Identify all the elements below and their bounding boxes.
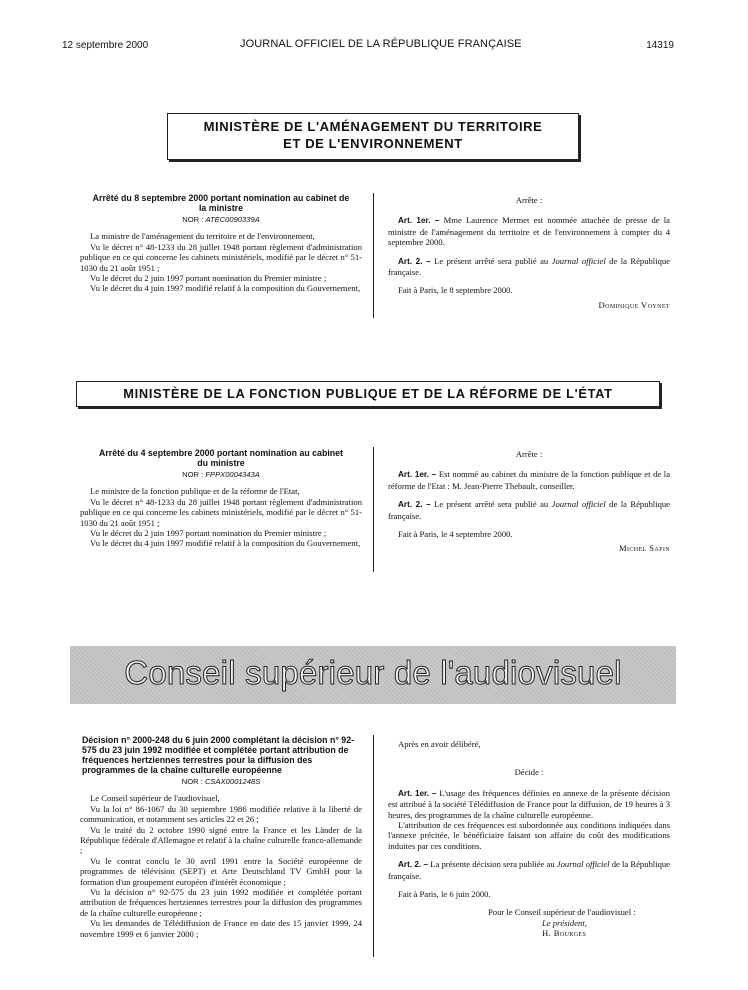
- s1-signature: Dominique Voynet: [598, 299, 670, 310]
- s2-nor-code: FPPX0004343A: [205, 470, 260, 479]
- s1-left-column: [80, 193, 362, 294]
- s3-article-2: [388, 859, 670, 881]
- s3-apres: Après en avoir délibéré,: [398, 739, 481, 749]
- s3-pour: Pour le Conseil supérieur de l'audiovisuel :: [488, 907, 636, 918]
- s3-article-1: [388, 788, 670, 820]
- s3-art1-text: L'usage des fréquences définies en annexe de la présente décision est attribué à la société Télédiffusion de France pour la diffusion, de 19 heures à 3 heures, des programmes de la chaîne culturelle européenne.: [388, 787, 671, 820]
- s3-right-column: [388, 739, 670, 939]
- page-number: 14319: [646, 40, 674, 51]
- s2-nor-label: NOR :: [182, 470, 204, 479]
- s3-decision-title: Décision n° 2000-248 du 6 juin 2000 complétant la décision n° 92-575 du 23 juin 1992 modifiée et complétée portant attribution de fréquences hertziennes terrestres pour la diffusion des programmes de la chaîne culturelle européenne: [82, 735, 355, 775]
- s3-preamble-2: Vu la loi n° 86-1067 du 30 septembre 1986 modifiée relative à la liberté de communication, et notamment ses articles 22 et 26 ;: [80, 803, 362, 825]
- page-header: [62, 38, 674, 56]
- s3-art2-text-before: La présente décision sera publiée au: [430, 859, 555, 870]
- s1-preamble-3: Vu le décret du 2 juin 1997 portant nomination du Premier ministre ;: [90, 273, 327, 284]
- s1-art2-label: Art. 2. –: [398, 256, 431, 266]
- s2-art1-label: Art. 1er. –: [398, 470, 437, 480]
- s1-art2-journal: Journal officiel: [551, 255, 606, 266]
- s3-article-1-para-2: L'attribution de ces fréquences est subordonnée aux conditions indiquées dans l'annexe précitée, le bénéficiaire faisant son affaire du coût des modifications induites par ces conditions.: [388, 820, 670, 851]
- s3-left-column: [80, 735, 362, 939]
- s2-right-column: [388, 449, 670, 554]
- ministry-line: MINISTÈRE DE LA FONCTION PUBLIQUE ET DE LA RÉFORME DE L'ÉTAT: [123, 386, 613, 401]
- s2-nor: [80, 470, 362, 480]
- s1-preamble-1: La ministre de l'aménagement du territoire et de l'environnement,: [90, 231, 315, 242]
- ministry-heading-amenagement: [167, 113, 579, 160]
- s1-column-divider: [373, 193, 374, 318]
- s1-nor-label: NOR :: [182, 215, 204, 224]
- s1-preamble-2: Vu le décret n° 48-1233 du 28 juillet 1948 portant règlement d'administration publique en ce qui concerne les cabinets ministériels, modifié par le décret n° 51-1030 du 21 août 1951 ;: [80, 241, 362, 273]
- s2-preamble-4: Vu le décret du 4 juin 1997 modifié relatif à la composition du Gouvernement,: [90, 538, 361, 549]
- journal-title: JOURNAL OFFICIEL DE LA RÉPUBLIQUE FRANÇAISE: [240, 38, 522, 50]
- s3-role: Le président,: [542, 917, 587, 928]
- s2-article-1: [388, 469, 670, 491]
- s1-arrete-title: Arrêté du 8 septembre 2000 portant nomination au cabinet de la ministre: [92, 193, 350, 213]
- s3-column-divider: [373, 735, 374, 957]
- s1-art2-text-after: de la République française.: [388, 255, 670, 278]
- s3-art2-label: Art. 2. –: [398, 860, 429, 870]
- ministry-line-2: ET DE L'ENVIRONNEMENT: [283, 136, 463, 151]
- s2-art2-text-before: Le présent arrêté sera publié au: [434, 499, 549, 510]
- header-date: 12 septembre 2000: [62, 40, 149, 51]
- s1-art2-text-before: Le présent arrêté sera publié au: [434, 255, 549, 266]
- s2-art2-label: Art. 2. –: [398, 500, 431, 510]
- csa-banner: [70, 646, 676, 704]
- s3-preamble-3: Vu le traité du 2 octobre 1990 signé entre la France et les Länder de la République fédérale d'Allemagne et relatif à la chaîne culturelle franco-allemande ;: [80, 824, 362, 856]
- s3-decide: Décide :: [514, 767, 544, 778]
- s1-article-2: [388, 256, 670, 278]
- s2-signature: Michel Sapin: [618, 543, 670, 554]
- s3-nor: [80, 777, 362, 787]
- s1-nor-code: ATEC0090339A: [205, 215, 260, 224]
- ministry-line-1: MINISTÈRE DE L'AMÉNAGEMENT DU TERRITOIRE: [203, 119, 543, 134]
- s3-preamble-6: Vu les demandes de Télédiffusion de France en date des 15 janvier 1999, 24 novembre 1999 et 6 janvier 2000 ;: [80, 918, 362, 939]
- s1-preamble-4: Vu le décret du 4 juin 1997 modifié relatif à la composition du Gouvernement,: [90, 283, 361, 294]
- s3-preamble-4: Vu le contrat conclu le 30 avril 1991 entre la Société européenne de programmes de télévision (SEPT) et Arte Deutschland TV GmbH pour la formation d'un groupement européen d'intérêt économique ;: [80, 855, 362, 887]
- s2-art2-text-after: de la République française.: [388, 499, 670, 521]
- s2-arrete-title: Arrêté du 4 septembre 2000 portant nomination au cabinet du ministre: [99, 448, 343, 468]
- s3-preamble-1: Le Conseil supérieur de l'audiovisuel,: [90, 793, 220, 804]
- s2-left-column: [80, 448, 362, 549]
- s3-signature-block: [488, 907, 670, 938]
- s2-preamble-1: Le ministre de la fonction publique et de la réforme de l'Etat,: [90, 486, 300, 497]
- s2-preamble-3: Vu le décret du 2 juin 1997 portant nomination du Premier ministre ;: [90, 528, 327, 539]
- s2-art1-text: Est nommé au cabinet du ministre de la fonction publique et de la réforme de l'Etat : M. Jean-Pierre Thebault, conseiller.: [388, 469, 671, 491]
- s3-signature: H. Bourges: [542, 928, 587, 939]
- csa-banner-title: Conseil supérieur de l'audiovisuel: [124, 654, 622, 691]
- s3-nor-label: NOR :: [181, 777, 203, 786]
- s2-article-2: [388, 499, 670, 521]
- s2-arrete-label: Arrête :: [515, 449, 543, 459]
- s1-right-column: [388, 195, 670, 310]
- s2-fait: Fait à Paris, le 4 septembre 2000.: [398, 529, 513, 540]
- s3-art1-label: Art. 1er. –: [398, 788, 437, 798]
- s1-article-1: [388, 215, 670, 247]
- ministry-heading-fonction-publique: [76, 381, 660, 407]
- s1-art1-text: Mme Laurence Mermet est nommée attachée de presse de la ministre de l'aménagement du territoire et de l'environnement à compter du 4 septembre 2000.: [388, 215, 670, 248]
- s3-fait: Fait à Paris, le 6 juin 2000.: [398, 889, 491, 900]
- s1-art1-label: Art. 1er. –: [398, 216, 440, 226]
- s2-column-divider: [373, 447, 374, 572]
- s1-arrete-label: Arrête :: [515, 195, 543, 205]
- s3-nor-code: CSAX0001248S: [204, 777, 261, 786]
- s2-preamble-2: Vu le décret n° 48-1233 du 28 juillet 1948 portant règlement d'administration publique en ce qui concerne les cabinets ministériels, modifié par le décret n° 51-1030 du 21 août 1951 ;: [80, 496, 362, 528]
- s2-art2-journal: Journal officiel: [551, 499, 606, 510]
- s3-preamble-5: Vu la décision n° 92-575 du 23 juin 1992 modifiée et complétée portant attribution de fréquences hertziennes terrestres pour la diffusion des programmes de la chaîne culturelle européenne ;: [80, 887, 362, 918]
- s3-art2-text-after: de la République française.: [388, 859, 670, 881]
- s1-nor: [80, 215, 362, 225]
- s3-art2-journal: Journal officiel: [556, 859, 610, 870]
- s1-fait: Fait à Paris, le 8 septembre 2000.: [398, 285, 513, 296]
